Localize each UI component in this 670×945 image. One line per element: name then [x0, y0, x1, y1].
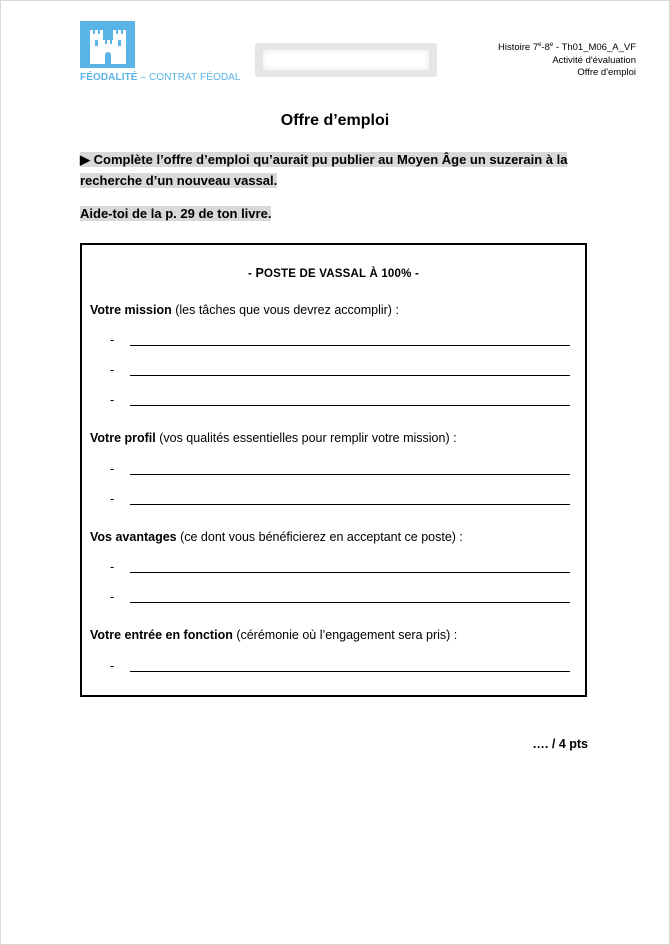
logo: [80, 21, 240, 83]
section-entree-label: Votre entrée en fonction (cérémonie où l’engagement sera pris) :: [90, 628, 458, 642]
section-mission-label: Votre mission (les tâches que vous devrez accomplir) :: [90, 303, 399, 317]
score: …. / 4 pts: [532, 737, 588, 751]
frame-title: - POSTE DE VASSAL À 100% -: [248, 266, 419, 280]
course-reference: Histoire 7e-8e - Th01_M06_A_VF: [498, 42, 636, 53]
activity-type: Activité d'évaluation: [552, 54, 636, 66]
page-title: Offre d’emploi: [280, 112, 390, 129]
section-profil-label: Votre profil (vos qualités essentielles pour remplir votre mission) :: [90, 431, 457, 445]
header-reference: [498, 42, 636, 80]
logo-caption: FÉODALITÉ – CONTRAT FÉODAL: [80, 72, 241, 83]
castle-icon: [80, 21, 135, 68]
student-name-field[interactable]: [255, 43, 437, 77]
instruction: ▶ Complète l’offre d’emploi qu’aurait pu publier au Moyen Âge un suzerain à la recherche d’un nouveau vassal.: [80, 152, 568, 188]
job-offer-frame: - POSTE DE VASSAL À 100% - Votre mission (les tâches que vous devrez accomplir) : - - - Votre profil (vos qualités essentielles pour remplir votre mission) : - - Vos avantages (ce dont vous bénéficierez en acceptant ce poste) : - - Votre entrée en fonction (cérémonie où l’engagement sera pris) : -: [80, 243, 587, 697]
aide-note: Aide-toi de la p. 29 de ton livre.: [80, 206, 272, 221]
section-avantages-label: Vos avantages (ce dont vous bénéficierez en acceptant ce poste) :: [90, 530, 463, 544]
document-name: Offre d'emploi: [577, 67, 636, 78]
